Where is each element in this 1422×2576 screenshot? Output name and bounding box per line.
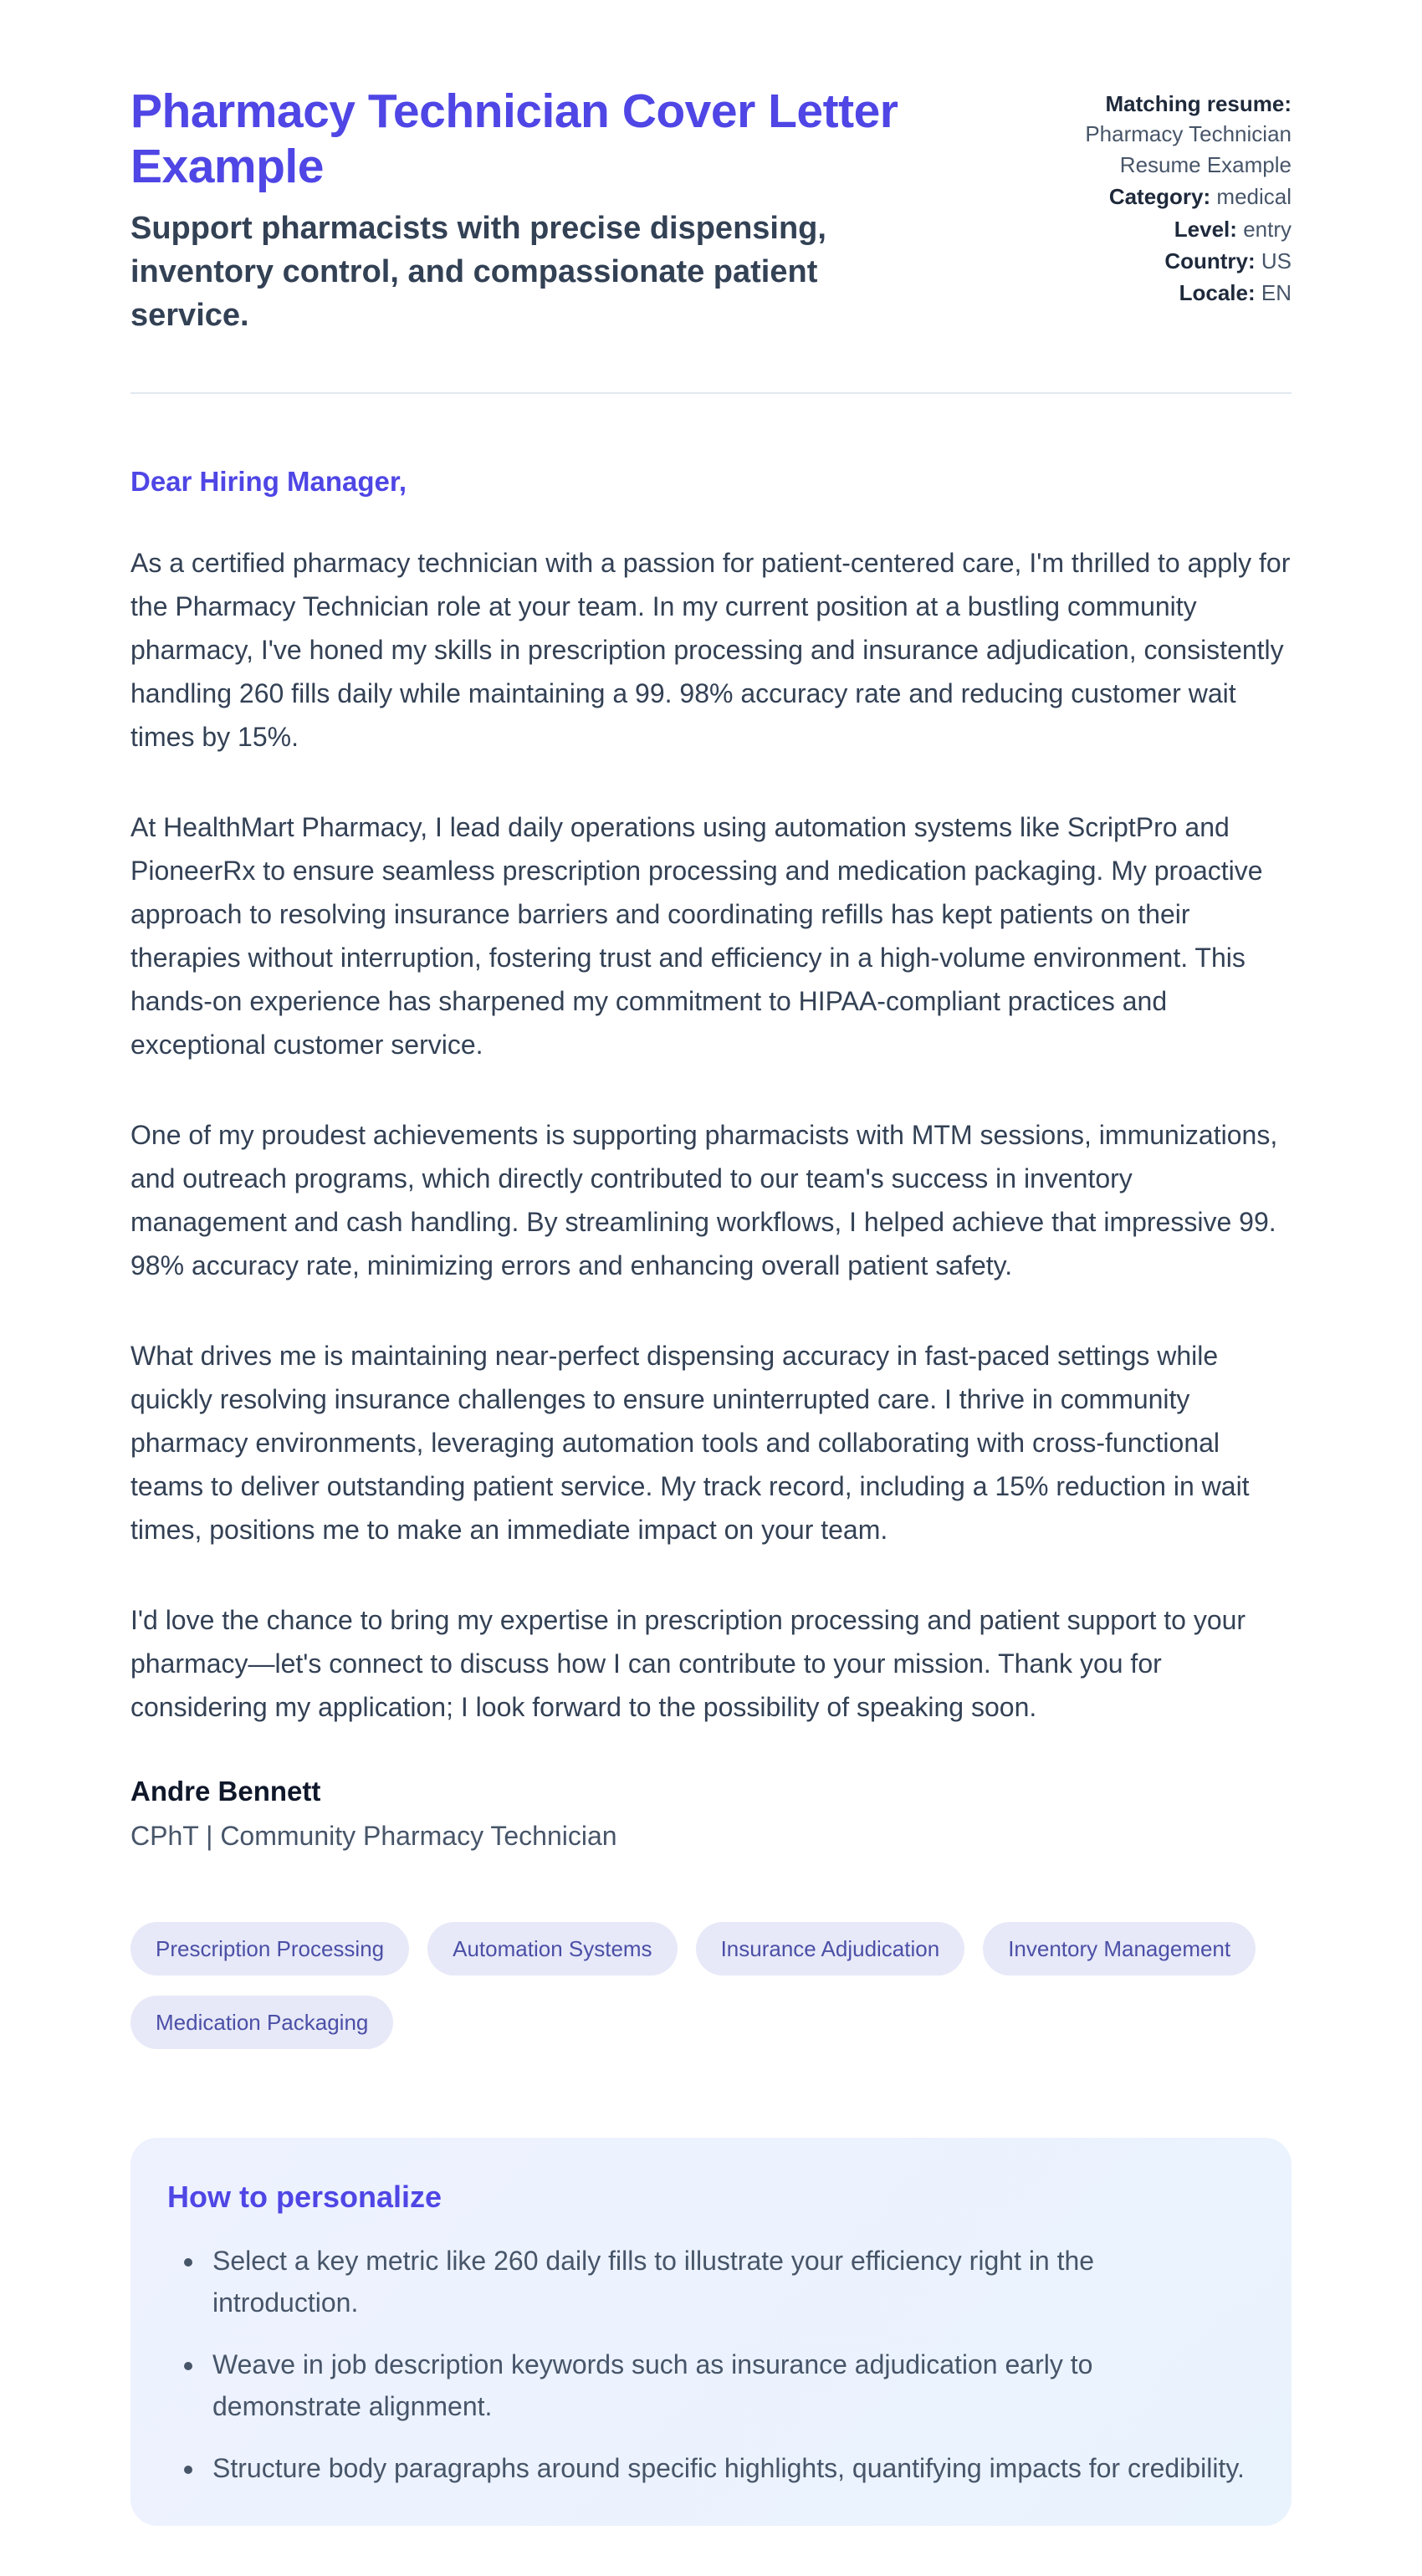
meta-panel <box>1041 84 1292 310</box>
header-title-block <box>130 84 925 337</box>
skill-pill: Medication Packaging <box>130 1996 393 2049</box>
personalize-list <box>167 2240 1245 2489</box>
skill-pill: Automation Systems <box>427 1922 677 1975</box>
skill-pill: Inventory Management <box>983 1922 1256 1975</box>
personalize-item: • Structure body paragraphs around specific highlights, quantifying impacts for credibility. <box>206 2447 1245 2489</box>
skill-tags <box>130 1922 1302 2049</box>
skill-pill: Insurance Adjudication <box>696 1922 965 1975</box>
header-divider <box>130 392 1292 394</box>
personalize-item: • Weave in job description keywords such as insurance adjudication early to demonstrate alignment. <box>206 2343 1245 2427</box>
meta-locale-label: Locale: <box>1179 280 1256 306</box>
letter-paragraph: What drives me is maintaining near-perfect dispensing accuracy in fast-paced settings while quickly resolving insurance challenges to ensure uninterrupted care. I thrive in community pharmacy environments, leveraging automation tools and collaborating with cross-functional teams to deliver outstanding patient service. My track record, including a 15% reduction in wait times, positions me to make an immediate impact on your team. <box>130 1341 1250 1546</box>
signature-block <box>130 1776 1292 1852</box>
meta-category <box>1041 181 1292 212</box>
meta-country <box>1041 246 1292 276</box>
signature-name: Andre Bennett <box>130 1776 321 1807</box>
letter-body <box>130 541 1292 1729</box>
meta-level-value: entry <box>1243 216 1292 242</box>
meta-matching-value: Pharmacy Technician Resume Example <box>1085 121 1292 177</box>
page-subtitle: Support pharmacists with precise dispensing, inventory control, and compassionate patient service. <box>130 211 826 333</box>
meta-category-value: medical <box>1216 184 1292 210</box>
meta-country-value: US <box>1261 248 1292 273</box>
letter-greeting: Dear Hiring Manager, <box>130 466 407 498</box>
skill-pill: Prescription Processing <box>130 1922 409 1975</box>
signature-role: CPhT | Community Pharmacy Technician <box>130 1821 617 1852</box>
page-header <box>130 84 1292 337</box>
personalize-box <box>130 2138 1292 2526</box>
personalize-title: How to personalize <box>167 2180 442 2215</box>
meta-matching-resume <box>1041 89 1292 180</box>
letter-paragraph: At HealthMart Pharmacy, I lead daily operations using automation systems like ScriptPro and PioneerRx to ensure seamless prescription processing and medication packaging. My proactive approach to resolving insurance barriers and coordinating refills has kept patients on their therapies without interruption, fostering trust and efficiency in a high-volume environment. This hands-on experience has sharpened my commitment to HIPAA-compliant practices and exceptional customer service. <box>130 812 1263 1061</box>
page-title: Pharmacy Technician Cover Letter Example <box>130 84 898 194</box>
meta-level <box>1041 214 1292 244</box>
meta-level-label: Level: <box>1174 216 1237 242</box>
meta-locale-value: EN <box>1261 280 1292 306</box>
letter-paragraph: I'd love the chance to bring my expertise in prescription processing and patient support to your pharmacy—let's connect to discuss how I can contribute to your mission. Thank you for considering my application; I look forward to the possibility of speaking soon. <box>130 1605 1246 1723</box>
letter-paragraph: As a certified pharmacy technician with a passion for patient-centered care, I'm thrilled to apply for the Pharmacy Technician role at your team. In my current position at a bustling community pharmacy, I've honed my skills in prescription processing and insurance adjudication, consistently handling 260 fills daily while maintaining a 99. 98% accuracy rate and reducing customer wait times by 15%. <box>130 548 1291 753</box>
meta-country-label: Country: <box>1164 248 1256 273</box>
personalize-item: • Select a key metric like 260 daily fills to illustrate your efficiency right in the introduction. <box>206 2240 1245 2323</box>
meta-matching-label: Matching resume: <box>1105 91 1292 116</box>
meta-category-label: Category: <box>1108 184 1211 210</box>
letter-paragraph: One of my proudest achievements is supporting pharmacists with MTM sessions, immunizations, and outreach programs, which directly contributed to our team's success in inventory management and cash handling. By streamlining workflows, I helped achieve that impressive 99. 98% accuracy rate, minimizing errors and enhancing overall patient safety. <box>130 1120 1278 1281</box>
meta-locale <box>1041 278 1292 308</box>
